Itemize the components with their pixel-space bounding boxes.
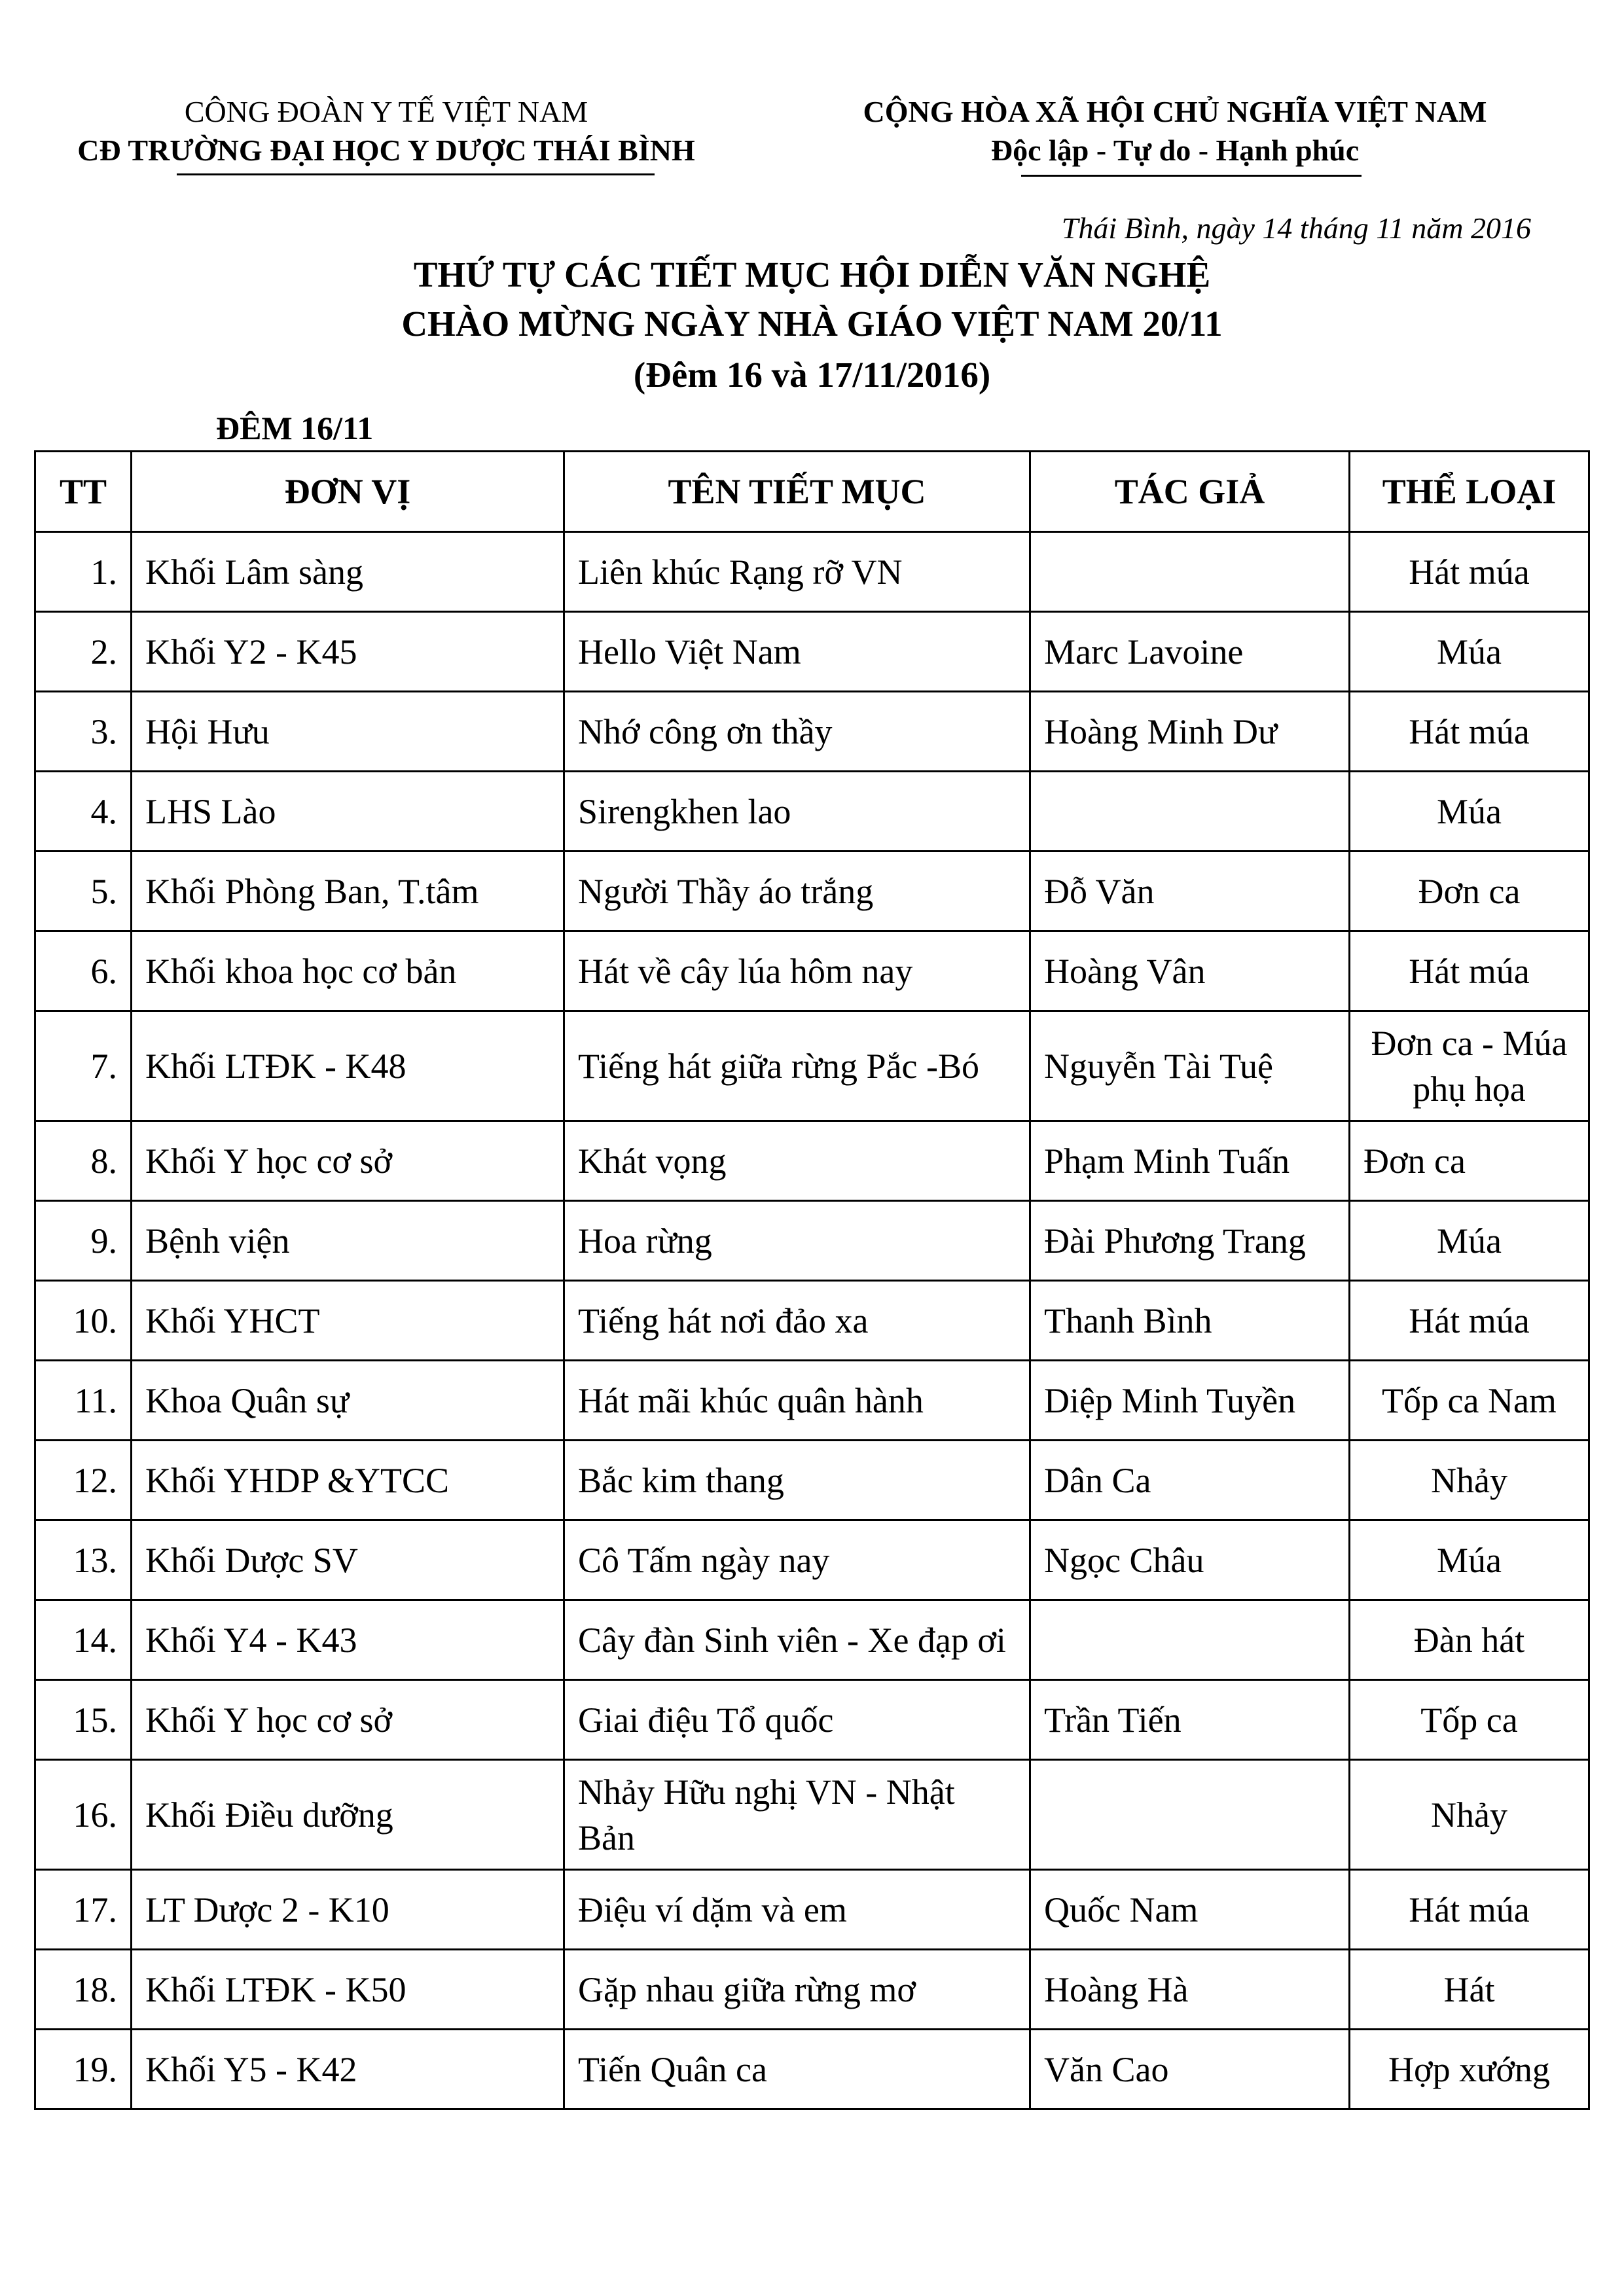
cell-title: Tiến Quân ca [564, 2030, 1030, 2109]
cell-title: Hoa rừng [564, 1201, 1030, 1281]
cell-unit: Khối LTĐK - K48 [132, 1011, 564, 1121]
cell-genre: Hát múa [1350, 1870, 1589, 1950]
table-row [35, 2030, 1589, 2109]
cell-genre: Đơn ca - Múa phụ họa [1350, 1011, 1589, 1121]
cell-unit: Khối Y4 - K43 [132, 1600, 564, 1680]
table-row [35, 1520, 1589, 1600]
cell-genre: Nhảy [1350, 1441, 1589, 1520]
cell-unit: Khối Y2 - K45 [132, 612, 564, 692]
cell-genre: Hát múa [1350, 692, 1589, 772]
cell-author: Hoàng Minh Dư [1030, 692, 1350, 772]
cell-tt: 4. [35, 772, 132, 852]
table-row [35, 1281, 1589, 1361]
cell-genre: Múa [1350, 772, 1589, 852]
cell-tt: 19. [35, 2030, 132, 2109]
cell-title: Gặp nhau giữa rừng mơ [564, 1950, 1030, 2030]
cell-unit: LHS Lào [132, 772, 564, 852]
table-row [35, 772, 1589, 852]
cell-tt: 14. [35, 1600, 132, 1680]
night-label: ĐÊM 16/11 [216, 410, 374, 446]
cell-title: Bắc kim thang [564, 1441, 1030, 1520]
cell-author: Diệp Minh Tuyền [1030, 1361, 1350, 1441]
cell-author: Đài Phương Trang [1030, 1201, 1350, 1281]
cell-tt: 3. [35, 692, 132, 772]
cell-unit: Khối Dược SV [132, 1520, 564, 1600]
cell-author: Ngọc Châu [1030, 1520, 1350, 1600]
right-header-underline [1021, 175, 1362, 177]
cell-author: Nguyễn Tài Tuệ [1030, 1011, 1350, 1121]
cell-author: Dân Ca [1030, 1441, 1350, 1520]
school-union-name: CĐ TRƯỜNG ĐẠI HỌC Y DƯỢC THÁI BÌNH [77, 134, 695, 167]
cell-tt: 12. [35, 1441, 132, 1520]
national-motto: Độc lập - Tự do - Hạnh phúc [990, 134, 1360, 167]
cell-title: Điệu ví dặm và em [564, 1870, 1030, 1950]
cell-author: Trần Tiến [1030, 1680, 1350, 1760]
cell-genre: Đơn ca [1350, 1121, 1589, 1201]
cell-genre: Đơn ca [1350, 852, 1589, 931]
table-row [35, 1950, 1589, 2030]
cell-title: Hát về cây lúa hôm nay [564, 931, 1030, 1011]
table-row [35, 1441, 1589, 1520]
cell-unit: Hội Hưu [132, 692, 564, 772]
cell-unit: Khoa Quân sự [132, 1361, 564, 1441]
cell-unit: Khối Y học cơ sở [132, 1121, 564, 1201]
cell-tt: 17. [35, 1870, 132, 1950]
cell-author [1030, 1760, 1350, 1870]
cell-tt: 10. [35, 1281, 132, 1361]
table-row [35, 1870, 1589, 1950]
cell-unit: Bệnh viện [132, 1201, 564, 1281]
cell-unit: Khối YHDP &YTCC [132, 1441, 564, 1520]
table-row [35, 1121, 1589, 1201]
table-row [35, 1201, 1589, 1281]
cell-unit: Khối LTĐK - K50 [132, 1950, 564, 2030]
cell-tt: 2. [35, 612, 132, 692]
cell-author: Hoàng Vân [1030, 931, 1350, 1011]
cell-title: Nhớ công ơn thầy [564, 692, 1030, 772]
cell-genre: Múa [1350, 612, 1589, 692]
table-row [35, 1011, 1589, 1121]
cell-title: Tiếng hát nơi đảo xa [564, 1281, 1030, 1361]
cell-author [1030, 1600, 1350, 1680]
cell-genre: Múa [1350, 1520, 1589, 1600]
cell-author [1030, 772, 1350, 852]
cell-author: Hoàng Hà [1030, 1950, 1350, 2030]
table-row [35, 532, 1589, 612]
cell-title: Sirengkhen lao [564, 772, 1030, 852]
left-header-underline [177, 173, 655, 175]
table-row [35, 1600, 1589, 1680]
cell-title: Khát vọng [564, 1121, 1030, 1201]
table-header-row [35, 452, 1589, 532]
document-title-line-3: (Đêm 16 và 17/11/2016) [633, 355, 991, 395]
cell-title: Cô Tấm ngày nay [564, 1520, 1030, 1600]
header-author: TÁC GIẢ [1030, 452, 1350, 532]
header-unit: ĐƠN VỊ [132, 452, 564, 532]
cell-title: Cây đàn Sinh viên - Xe đạp ơi [564, 1600, 1030, 1680]
cell-genre: Hát [1350, 1950, 1589, 2030]
cell-author: Quốc Nam [1030, 1870, 1350, 1950]
cell-title: Hát mãi khúc quân hành [564, 1361, 1030, 1441]
cell-author: Văn Cao [1030, 2030, 1350, 2109]
cell-genre: Múa [1350, 1201, 1589, 1281]
table-row [35, 612, 1589, 692]
cell-title: Tiếng hát giữa rừng Pắc -Bó [564, 1011, 1030, 1121]
cell-genre: Nhảy [1350, 1760, 1589, 1870]
cell-tt: 7. [35, 1011, 132, 1121]
cell-genre: Đàn hát [1350, 1600, 1589, 1680]
cell-author: Marc Lavoine [1030, 612, 1350, 692]
header-genre: THỂ LOẠI [1350, 452, 1589, 532]
table-row [35, 692, 1589, 772]
cell-tt: 5. [35, 852, 132, 931]
cell-genre: Hát múa [1350, 1281, 1589, 1361]
cell-tt: 18. [35, 1950, 132, 2030]
table-row [35, 852, 1589, 931]
cell-title: Hello Việt Nam [564, 612, 1030, 692]
table-row [35, 931, 1589, 1011]
cell-unit: Khối YHCT [132, 1281, 564, 1361]
cell-tt: 1. [35, 532, 132, 612]
cell-unit: Khối Điều dưỡng [132, 1760, 564, 1870]
header-tt: TT [35, 452, 132, 532]
cell-unit: LT Dược 2 - K10 [132, 1870, 564, 1950]
cell-genre: Hát múa [1350, 931, 1589, 1011]
cell-genre: Hợp xướng [1350, 2030, 1589, 2109]
cell-tt: 16. [35, 1760, 132, 1870]
cell-author: Đỗ Văn [1030, 852, 1350, 931]
cell-tt: 6. [35, 931, 132, 1011]
cell-unit: Khối khoa học cơ bản [132, 931, 564, 1011]
header-title: TÊN TIẾT MỤC [564, 452, 1030, 532]
cell-unit: Khối Lâm sàng [132, 532, 564, 612]
date-line: Thái Bình, ngày 14 tháng 11 năm 2016 [1061, 211, 1531, 245]
cell-title: Nhảy Hữu nghị VN - Nhật Bản [564, 1760, 1030, 1870]
cell-genre: Hát múa [1350, 532, 1589, 612]
program-table [34, 450, 1590, 2110]
cell-genre: Tốp ca [1350, 1680, 1589, 1760]
cell-author [1030, 532, 1350, 612]
cell-title: Người Thầy áo trắng [564, 852, 1030, 931]
cell-tt: 11. [35, 1361, 132, 1441]
cell-author: Thanh Bình [1030, 1281, 1350, 1361]
cell-tt: 9. [35, 1201, 132, 1281]
cell-genre: Tốp ca Nam [1350, 1361, 1589, 1441]
cell-author: Phạm Minh Tuấn [1030, 1121, 1350, 1201]
cell-unit: Khối Phòng Ban, T.tâm [132, 852, 564, 931]
document-title-line-1: THỨ TỰ CÁC TIẾT MỤC HỘI DIỄN VĂN NGHỆ [413, 255, 1211, 295]
cell-unit: Khối Y5 - K42 [132, 2030, 564, 2109]
table-row [35, 1361, 1589, 1441]
country-name: CỘNG HÒA XÃ HỘI CHỦ NGHĨA VIỆT NAM [863, 95, 1487, 128]
table-row [35, 1680, 1589, 1760]
cell-title: Liên khúc Rạng rỡ VN [564, 532, 1030, 612]
cell-title: Giai điệu Tổ quốc [564, 1680, 1030, 1760]
document-title-line-2: CHÀO MỪNG NGÀY NHÀ GIÁO VIỆT NAM 20/11 [401, 304, 1223, 344]
cell-tt: 8. [35, 1121, 132, 1201]
cell-unit: Khối Y học cơ sở [132, 1680, 564, 1760]
union-name: CÔNG ĐOÀN Y TẾ VIỆT NAM [184, 95, 588, 128]
cell-tt: 13. [35, 1520, 132, 1600]
cell-tt: 15. [35, 1680, 132, 1760]
table-row [35, 1760, 1589, 1870]
